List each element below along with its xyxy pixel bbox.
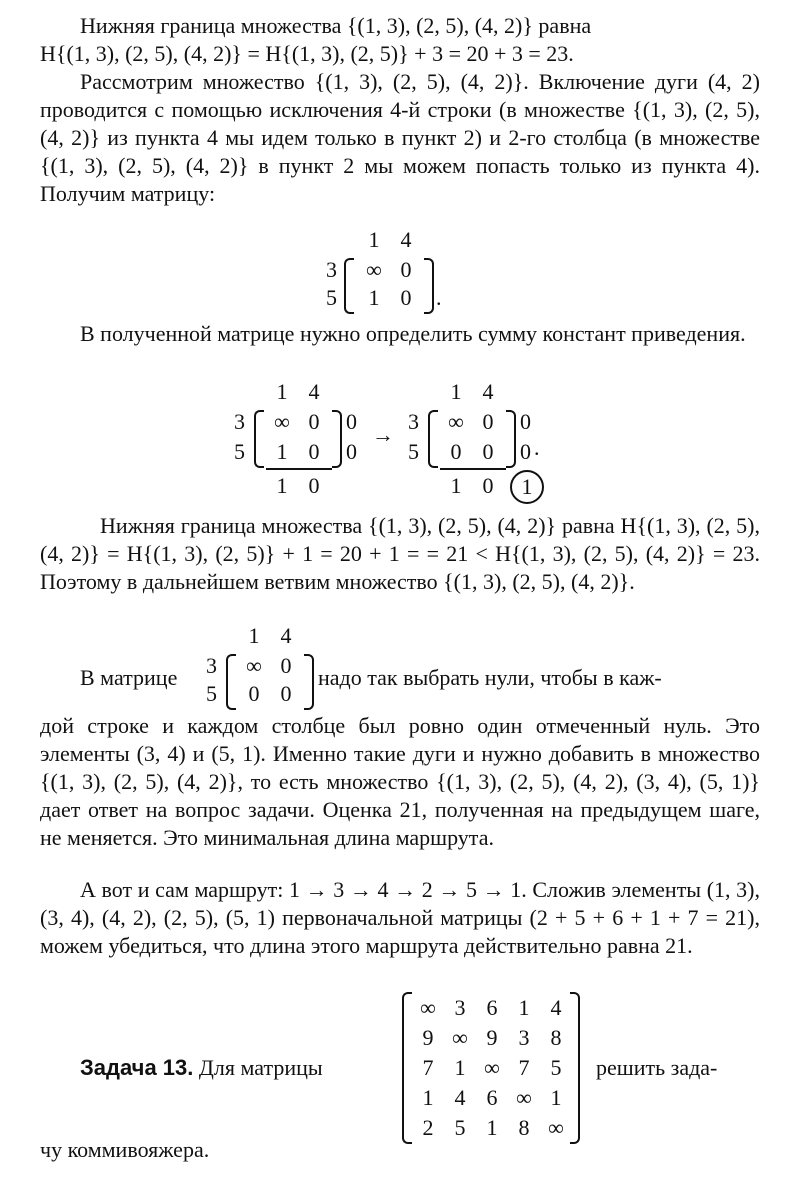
task-matrix-cell: 1 — [550, 1085, 562, 1110]
task-bracket-left — [402, 992, 412, 1144]
task-matrix-cell: 6 — [486, 1085, 498, 1110]
m3-bracket-right — [506, 410, 516, 468]
m4-cell: 0 — [248, 681, 260, 706]
p5-after: надо так выбрать нули, чтобы в каж- — [318, 665, 662, 690]
m1-tail: . — [436, 285, 442, 310]
m3-row-label-3: 3 — [408, 409, 419, 434]
m4-col-1: 1 — [248, 623, 260, 648]
task-matrix-cell: 5 — [550, 1055, 562, 1080]
m2-col-const-1: 1 — [276, 473, 288, 498]
m2-bracket-right — [332, 410, 342, 468]
m3-row-const-5: 0 — [520, 439, 531, 464]
task-matrix-cell: 4 — [550, 995, 562, 1020]
task-matrix-cell: 5 — [454, 1115, 466, 1140]
task-end: чу коммивояжера. — [40, 1137, 210, 1162]
m2-bottom-rule — [266, 468, 332, 470]
m2-col-4: 4 — [308, 379, 320, 404]
task-line — [80, 1054, 323, 1082]
p6-text: А вот и сам маршрут: 1 → 3 → 4 → 2 → 5 → 1. Сложив элементы (1, 3), (3, 4), (4, 2), (2, 5), (5, 1) первоначальной матрицы (2 + 5 + 6 + 1 + 7 = 21), можем убедиться, что длина этого маршрута действительно равна 21. — [40, 877, 760, 958]
m2-row-const-5: 0 — [346, 439, 357, 464]
task-matrix-cell: 1 — [518, 995, 530, 1020]
m3-circled-sum: 1 — [510, 470, 544, 504]
matrix-3 — [406, 378, 566, 502]
m2-col-1: 1 — [276, 379, 288, 404]
task-matrix-cell: 1 — [454, 1055, 466, 1080]
task-matrix-cell: ∞ — [420, 995, 436, 1020]
task-matrix-cell: 1 — [422, 1085, 434, 1110]
m1-cell: 0 — [400, 285, 412, 310]
task-matrix-cell: 3 — [454, 995, 466, 1020]
task-matrix-cell: 6 — [486, 995, 498, 1020]
p1-line1: Нижняя граница множества {(1, 3), (2, 5), (4, 2)} равна — [80, 13, 592, 38]
p4-text: Нижняя граница множества {(1, 3), (2, 5), (4, 2)} равна H{(1, 3), (2, 5), (4, 2)} = H{(1, 3), (2, 5)} + 1 = 20 + 1 = = 21 < H{(1, 3), (2, 5), (4, 2)} = 23. Поэтому в дальнейшем ветвим множество {(1, 3), (2, 5), (4, 2)}. — [40, 513, 760, 594]
m2-cell: 1 — [276, 439, 288, 464]
m4-bracket-right — [304, 654, 314, 710]
task-matrix-cell: ∞ — [484, 1055, 500, 1080]
m4-col-4: 4 — [280, 623, 292, 648]
task-matrix-cell: 7 — [518, 1055, 530, 1080]
task-matrix-cell: 9 — [422, 1025, 434, 1050]
m1-col-4: 4 — [400, 227, 412, 252]
task-matrix-cell: 8 — [550, 1025, 562, 1050]
m3-col-4: 4 — [482, 379, 494, 404]
p3-text: В полученной матрице нужно определить сумму констант приведения. — [80, 321, 746, 346]
m3-col-1: 1 — [450, 379, 462, 404]
m3-cell: 0 — [482, 439, 494, 464]
m1-row-label-3: 3 — [326, 257, 337, 282]
m4-cell: 0 — [280, 681, 292, 706]
m3-cell: 0 — [482, 409, 494, 434]
p5-before: В матрице — [80, 665, 178, 690]
m1-cell: 0 — [400, 257, 412, 282]
m1-col-1: 1 — [368, 227, 380, 252]
task-after: решить зада- — [596, 1055, 718, 1080]
p1-line2: H{(1, 3), (2, 5), (4, 2)} = H{(1, 3), (2, 5)} + 3 = 20 + 3 = 23. — [40, 41, 574, 66]
matrix-4 — [202, 622, 322, 710]
m4-cell: 0 — [280, 653, 292, 678]
task-matrix-cell: ∞ — [548, 1115, 564, 1140]
task-title: Задача 13. — [80, 1055, 194, 1080]
m1-cell: 1 — [368, 285, 380, 310]
task-matrix-cell: 7 — [422, 1055, 434, 1080]
p5-rest: дой строке и каждом столбце был ровно один отмеченный нуль. Это элементы (3, 4) и (5, 1). Именно такие дуги и нужно добавить в множество {(1, 3), (2, 5), (4, 2)}, то есть множество {(1, 3), (2, 5), (4, 2), (3, 4), (5, 1)} дает ответ на вопрос задачи. Оценка 21, полученная на предыдущем шаге, не меняется. Это минимальная длина маршрута. — [40, 713, 760, 850]
m2-cell: ∞ — [274, 409, 290, 434]
task-matrix-cells — [412, 990, 572, 1140]
p2-text: Рассмотрим множество {(1, 3), (2, 5), (4, 2)}. Включение дуги (4, 2) проводится с помощью исключения 4-й строки (в множестве {(1, 3), (2, 5), (4, 2)} из пункта 4 мы идем только в пункт 2) и 2-го столбца (в множестве {(1, 3), (2, 5), (4, 2)} в пункт 2 мы можем попасть только из пункта 4). Получим матрицу: — [40, 69, 760, 206]
m2-row-label-3: 3 — [234, 409, 245, 434]
m1-bracket-right — [424, 258, 434, 314]
m1-row-label-5: 5 — [326, 285, 337, 310]
task-matrix-cell: 3 — [518, 1025, 530, 1050]
m3-col-const-1: 1 — [450, 473, 462, 498]
reduction-arrow: → — [372, 422, 394, 447]
task-matrix-cell: 2 — [422, 1115, 434, 1140]
m3-bottom-rule — [440, 468, 506, 470]
m4-row-label-5: 5 — [206, 681, 217, 706]
matrix-1 — [320, 226, 460, 314]
task-before: Для матрицы — [198, 1055, 323, 1080]
task-matrix-cell: 9 — [486, 1025, 498, 1050]
m1-bracket-left — [344, 258, 354, 314]
m2-col-const-4: 0 — [308, 473, 320, 498]
task-matrix-cell: 8 — [518, 1115, 530, 1140]
m4-row-label-3: 3 — [206, 653, 217, 678]
task-matrix — [402, 990, 582, 1144]
m3-tail: . — [534, 435, 540, 460]
matrix-2 — [232, 378, 382, 498]
m2-cell: 0 — [308, 439, 320, 464]
m3-col-const-4: 0 — [482, 473, 494, 498]
m2-row-const-3: 0 — [346, 409, 357, 434]
m2-row-label-5: 5 — [234, 439, 245, 464]
m3-row-label-5: 5 — [408, 439, 419, 464]
m3-cell: ∞ — [448, 409, 464, 434]
task-bracket-right — [570, 992, 580, 1144]
m2-cell: 0 — [308, 409, 320, 434]
m1-cell: ∞ — [366, 257, 382, 282]
m3-cell: 0 — [450, 439, 462, 464]
task-matrix-cell: ∞ — [516, 1085, 532, 1110]
m4-cell: ∞ — [246, 653, 262, 678]
task-matrix-cell: 1 — [486, 1115, 498, 1140]
m3-row-const-3: 0 — [520, 409, 531, 434]
task-matrix-cell: ∞ — [452, 1025, 468, 1050]
task-matrix-cell: 4 — [454, 1085, 466, 1110]
